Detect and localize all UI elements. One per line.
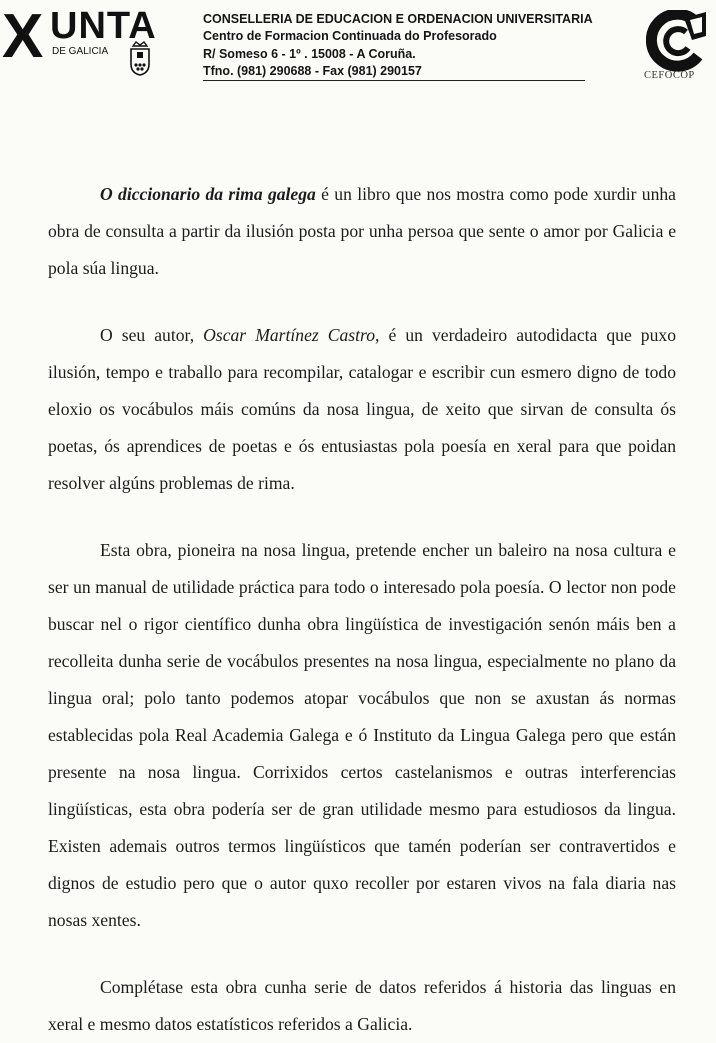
letterhead [0, 0, 716, 100]
document-body [48, 176, 676, 1043]
paragraph-2 [48, 317, 676, 502]
xunta-de-galicia-logo-icon [2, 4, 156, 82]
paragraph-1 [48, 176, 676, 287]
book-title: O diccionario da rima galega [100, 184, 316, 204]
cefocop-label: CEFOCOP [644, 70, 695, 81]
paragraph-2-lead: O seu autor, [100, 325, 204, 345]
postal-address: R/ Someso 6 - 1º . 15008 - A Coruña. [203, 47, 416, 61]
galicia-coat-of-arms-icon [128, 40, 152, 76]
centre-name: Centro de Formacion Continuada do Profesorado [203, 29, 497, 43]
letterhead-info [203, 11, 593, 81]
paragraph-1-text: é un libro que nos mostra como pode xurdir unha obra de consulta a partir da ilusión posta por unha persoa que sente o amor por Galicia e pola súa lingua. [48, 184, 676, 278]
xunta-logo-word: UNTA [50, 5, 157, 47]
paragraph-4: Complétase esta obra cunha serie de datos referidos á historia das linguas en xeral e mesmo datos estatísticos referidos a Galicia. [48, 977, 676, 1034]
cefocop-logo-icon [646, 10, 708, 72]
xunta-logo-subtitle: DE GALICIA [52, 46, 109, 57]
paragraph-3: Esta obra, pioneira na nosa lingua, pretende encher un baleiro na nosa cultura e ser un manual de utilidade práctica para todo o interesado pola poesía. O lector non pode buscar nel o rigor científico dunha obra lingüística de investigación senón máis ben a recolleita dunha serie de vocábulos presentes na nosa lingua, especialmente no plano da lingua oral; polo tanto podemos atopar vocábulos que non se axustan ás normas establecidas pola Real Academia Galega e ó Instituto da Lingua Galega pero que están presente na nosa lingua. Corrixidos certos castelanismos e outras interferencias lingüísticas, esta obra podería ser de gran utilidade mesmo para estudiosos da lingua. Existen ademais outros termos lingüísticos que tamén poderían ser contravertidos e dignos de estudio pero que o autor quxo recoller por estaren vivos na fala diaria nas nosas xentes. [48, 540, 676, 930]
phone-fax: Tfno. (981) 290688 - Fax (981) 290157 [203, 64, 585, 81]
paragraph-2-text: , é un verdadeiro autodidacta que puxo ilusión, tempo e traballo para recompilar, catalogar e escribir cun esmero digno de todo eloxio os vocábulos máis comúns da nosa lingua, de xeito que sirvan de consulta ós poetas, ós aprendices de poetas e ós entusiastas pola poesía en xeral para que poidan resolver algúns problemas de rima. [48, 325, 676, 493]
author-name: Oscar Martínez Castro [203, 325, 376, 345]
organisation-name: CONSELLERIA DE EDUCACION E ORDENACION UNIVERSITARIA [203, 12, 593, 26]
xunta-logo-x: X [2, 2, 44, 71]
